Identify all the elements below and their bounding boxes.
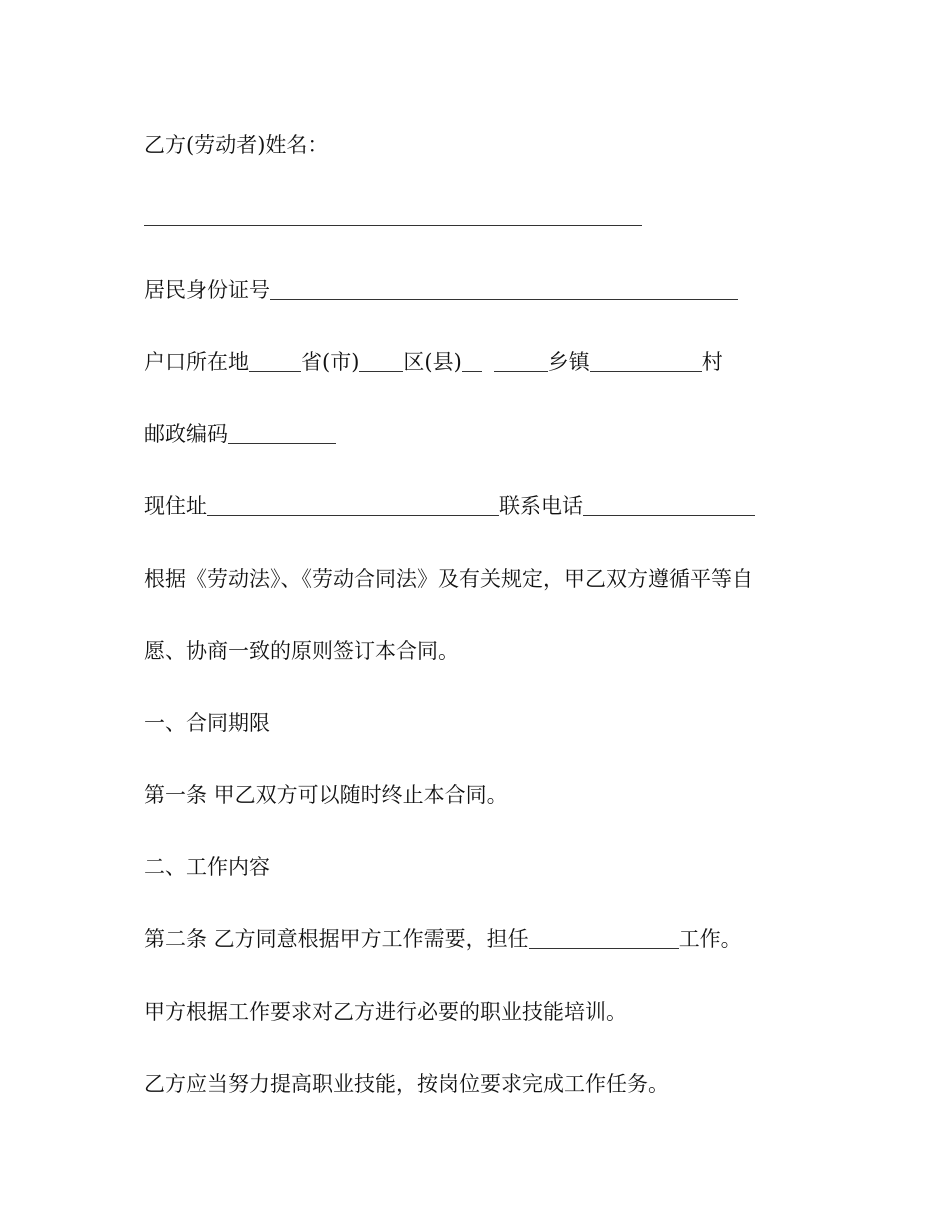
tasks-paragraph: 乙方应当努力提高职业技能，按岗位要求完成工作任务。	[144, 1072, 669, 1096]
article-2-row	[144, 925, 742, 953]
id-number-row	[144, 276, 738, 304]
section-2-title: 二、工作内容	[144, 855, 270, 879]
village-label: 村	[701, 350, 723, 374]
township-blank-a	[462, 351, 482, 372]
section-1-title: 一、合同期限	[144, 711, 270, 735]
postal-blank	[228, 423, 336, 444]
hukou-label: 户口所在地	[144, 350, 249, 374]
name-fill-line	[144, 225, 642, 226]
district-blank	[359, 351, 403, 372]
province-blank	[249, 351, 301, 372]
phone-label: 联系电话	[499, 494, 583, 518]
party-b-name-label: 乙方(劳动者)姓名：	[144, 133, 329, 157]
article-2-prefix: 第二条 乙方同意根据甲方工作需要，担任	[144, 927, 529, 951]
job-title-blank	[529, 928, 679, 949]
address-row	[144, 492, 755, 520]
intro-line-2: 愿、协商一致的原则签订本合同。	[144, 639, 459, 663]
address-blank	[207, 495, 499, 516]
district-label: 区(县)	[403, 350, 462, 374]
township-label: 乡镇	[547, 350, 590, 374]
id-number-blank	[270, 279, 738, 300]
article-1: 第一条 甲乙双方可以随时终止本合同。	[144, 783, 508, 807]
province-label: 省(市)	[301, 350, 360, 374]
intro-line-1: 根据《劳动法》、《劳动合同法》及有关规定，甲乙双方遵循平等自	[144, 567, 753, 591]
training-paragraph: 甲方根据工作要求对乙方进行必要的职业技能培训。	[144, 1000, 627, 1024]
postal-row	[144, 420, 336, 448]
hukou-row	[144, 348, 723, 376]
address-label: 现住址	[144, 494, 207, 518]
id-number-label: 居民身份证号	[144, 278, 270, 302]
village-blank	[590, 351, 702, 372]
phone-blank	[583, 495, 755, 516]
postal-label: 邮政编码	[144, 422, 228, 446]
township-blank-b	[494, 351, 548, 372]
article-2-suffix: 工作。	[678, 927, 742, 951]
